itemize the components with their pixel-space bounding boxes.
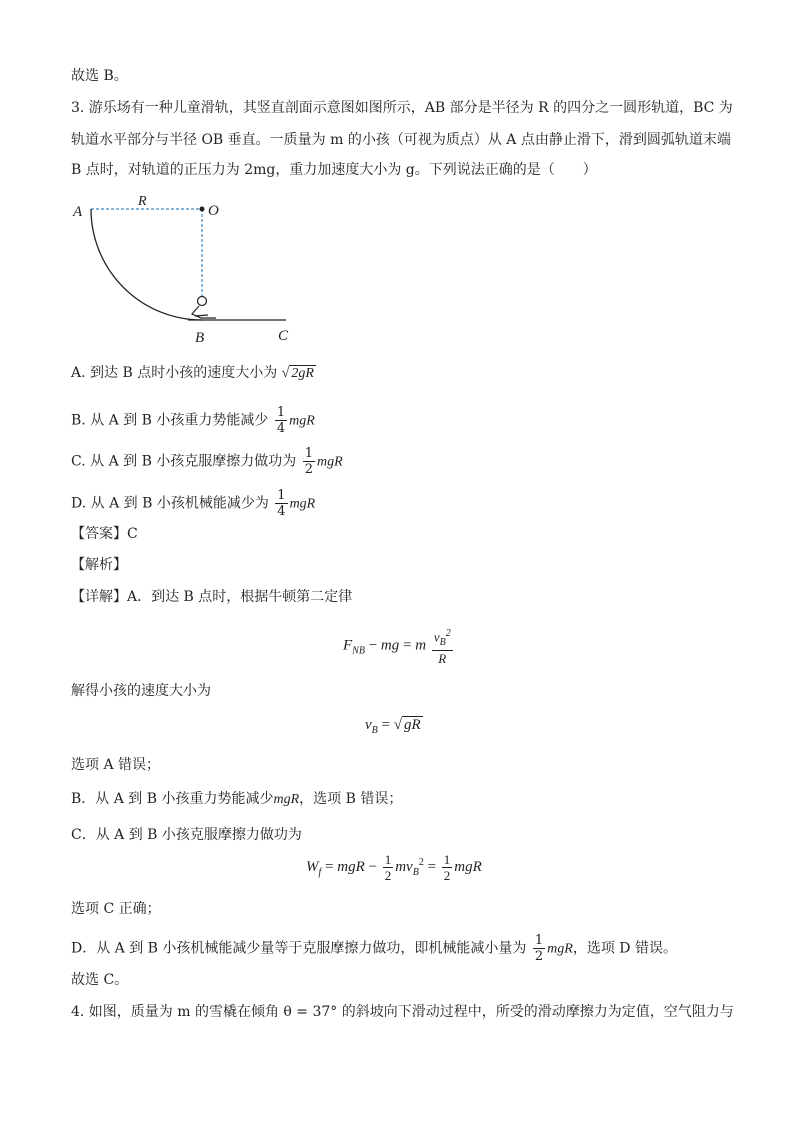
- analysis-tag: 【解析】: [71, 557, 127, 573]
- arc-track: [91, 209, 202, 320]
- equation-newton: $F_{NB}$ − mg = m $\frac{v_B^2}{R}$: [343, 628, 451, 666]
- label-A: A: [73, 204, 83, 220]
- option-a: [71, 363, 316, 384]
- answer-tag: 【答案】: [71, 526, 127, 542]
- solve-line: 解得小孩的速度大小为: [71, 683, 211, 699]
- fraction-1-4-d: $\frac{1}{4}$: [277, 488, 286, 519]
- label-R: R: [138, 196, 147, 209]
- question-3-line3: B 点时，对轨道的正压力为 2mg，重力加速度大小为 g。下列说法正确的是（ ）: [71, 162, 597, 178]
- question-4-line1: 4. 如图，质量为 m 的雪橇在倾角 θ = 37° 的斜坡向下滑动过程中，所受的滑动摩擦力为定值，空气阻力与: [71, 1004, 734, 1020]
- label-C: C: [278, 328, 289, 344]
- answer-line: [71, 524, 138, 544]
- option-d-text: D. 从 A 到 B 小孩机械能减少为: [71, 495, 269, 512]
- fraction-1-4: $\frac{1}{4}$: [276, 405, 286, 436]
- label-B: B: [195, 330, 205, 346]
- option-b-text: B. 从 A 到 B 小孩重力势能减少: [71, 412, 269, 429]
- option-c-text: C. 从 A 到 B 小孩克服摩擦力做功为: [71, 453, 297, 470]
- equation-work: $W_f$ = mgR − $\frac{1}{2}$ $mv_B^2$ = $\frac{1}{2}$ mgR: [306, 852, 482, 883]
- final-answer: 故选 C。: [71, 972, 129, 988]
- answer-value: C: [127, 526, 138, 542]
- question-3-line1: 3. 游乐场有一种儿童滑轨，其竖直剖面示意图如图所示，AB 部分是半径为 R 的四分之一圆形轨道，BC 为: [71, 100, 733, 116]
- label-O: O: [208, 203, 219, 219]
- slide-diagram: [68, 196, 308, 348]
- option-b-analysis: B．从 A 到 B 小孩重力势能减少mgR，选项 B 错误；: [71, 791, 403, 807]
- detail-line: 【详解】A．到达 B 点时，根据牛顿第二定律: [71, 589, 353, 605]
- option-c-result: 选项 C 正确；: [71, 901, 161, 917]
- sqrt-2gR: √ 2gR: [281, 366, 314, 381]
- option-d: D. 从 A 到 B 小孩机械能减少为 $\frac{1}{4}$ mgR: [71, 488, 316, 519]
- question-3-line2: 轨道水平部分与半径 OB 垂直。一质量为 m 的小孩（可视为质点）从 A 点由静止滑下，滑到圆弧轨道末端: [71, 132, 731, 148]
- option-d-analysis: D．从 A 到 B 小孩机械能减少量等于克服摩擦力做功，即机械能减小量为 $\frac{1}{2}$ mgR，选项 D 错误。: [71, 933, 677, 964]
- option-b: B. 从 A 到 B 小孩重力势能减少 $\frac{1}{4}$ mgR: [71, 405, 315, 436]
- center-point: [200, 207, 205, 212]
- text-prev-answer: 故选 B。: [71, 68, 128, 84]
- option-a-result: 选项 A 错误；: [71, 757, 161, 773]
- option-c-analysis: C．从 A 到 B 小孩克服摩擦力做功为: [71, 827, 302, 843]
- fraction-1-2: $\frac{1}{2}$: [304, 446, 314, 477]
- equation-velocity: $v_B$ = √ gR: [365, 717, 421, 736]
- option-c: C. 从 A 到 B 小孩克服摩擦力做功为 $\frac{1}{2}$ mgR: [71, 446, 343, 477]
- option-a-text: A. 到达 B 点时小孩的速度大小为: [71, 365, 278, 381]
- child-figure-icon: [192, 297, 216, 319]
